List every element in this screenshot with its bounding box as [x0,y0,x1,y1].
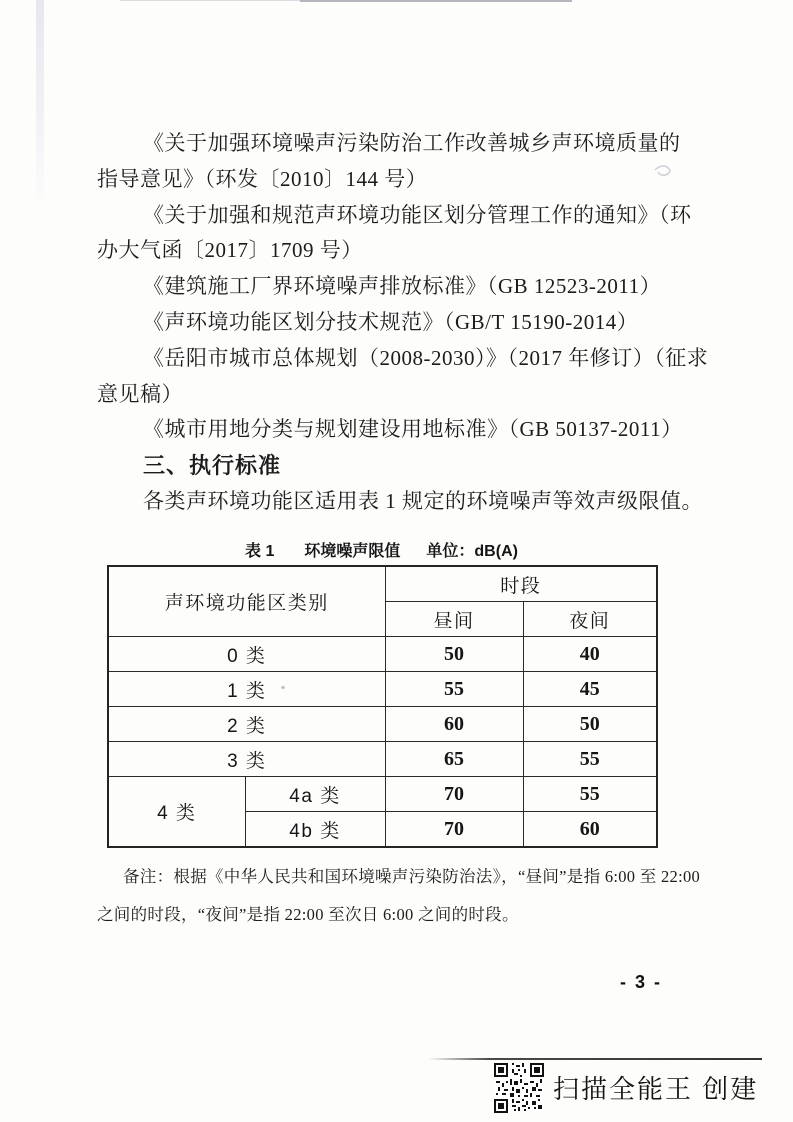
day-value-cell: 60 [385,707,523,742]
section-heading: 三、执行标准 [143,453,282,479]
day-value-cell: 50 [385,637,523,672]
reference-line: 意见稿） [97,381,183,406]
day-value-cell: 55 [385,672,523,707]
body-sentence: 各类声环境功能区适用表 1 规定的环境噪声等效声级限值。 [143,488,703,513]
table-header-night: 夜间 [523,602,657,637]
night-value-cell: 55 [523,742,657,777]
night-value-cell: 60 [523,812,657,848]
page-number: - 3 - [620,972,663,992]
table-header-period: 时段 [385,566,657,602]
table-caption-title: 环境噪声限值 [304,543,401,560]
category-cell: 3 类 [108,742,385,777]
category-cell: 1 类 [108,672,385,707]
table-row [108,742,657,777]
note-line: 备注：根据《中华人民共和国环境噪声污染防治法》，“昼间”是指 6:00 至 22:00 [123,867,701,886]
table-caption [107,538,656,561]
table-row [108,707,657,742]
scan-edge-artifact [36,0,44,210]
camscanner-watermark: 扫描全能王 创建 [553,1074,759,1104]
reference-line: 《建筑施工厂界环境噪声排放标准》（GB 12523-2011） [143,274,662,299]
note-line: 之间的时段，“夜间”是指 22:00 至次日 6:00 之间的时段。 [97,905,519,924]
reference-line: 指导意见》（环发〔2010〕144 号） [97,166,428,191]
reference-line: 《关于加强和规范声环境功能区划分管理工作的通知》（环 [143,202,692,227]
subcategory-cell: 4a 类 [245,777,385,812]
qr-code-icon [494,1063,544,1113]
category-cell: 2 类 [108,707,385,742]
table-row [108,672,657,707]
night-value-cell: 55 [523,777,657,812]
noise-limit-table [107,565,658,848]
table-caption-label: 表 1 [245,543,275,560]
day-value-cell: 70 [385,777,523,812]
reference-line: 《城市用地分类与规划建设用地标准》（GB 50137-2011） [143,417,683,442]
subcategory-cell: 4b 类 [245,812,385,848]
table-note [97,858,707,934]
night-value-cell: 40 [523,637,657,672]
table-row [108,777,657,812]
document-body [97,126,717,520]
table-row [108,637,657,672]
reference-line: 《关于加强环境噪声污染防治工作改善城乡声环境质量的 [143,131,681,155]
category-cell: 0 类 [108,637,385,672]
category-group-cell: 4 类 [108,777,245,848]
scan-edge-artifact [120,0,300,1]
reference-line: 《岳阳市城市总体规划（2008-2030）》（2017 年修订）（征求 [143,345,709,370]
scan-edge-artifact [300,0,572,2]
day-value-cell: 70 [385,812,523,848]
day-value-cell: 65 [385,742,523,777]
night-value-cell: 45 [523,672,657,707]
table-caption-unit: 单位：dB(A) [426,543,518,560]
table-header-day: 昼间 [385,602,523,637]
footer-divider [428,1058,762,1060]
reference-line: 办大气函〔2017〕1709 号） [97,238,363,263]
reference-line: 《声环境功能区划分技术规范》（GB/T 15190-2014） [143,309,639,334]
night-value-cell: 50 [523,707,657,742]
table-header-category: 声环境功能区类别 [108,566,385,637]
